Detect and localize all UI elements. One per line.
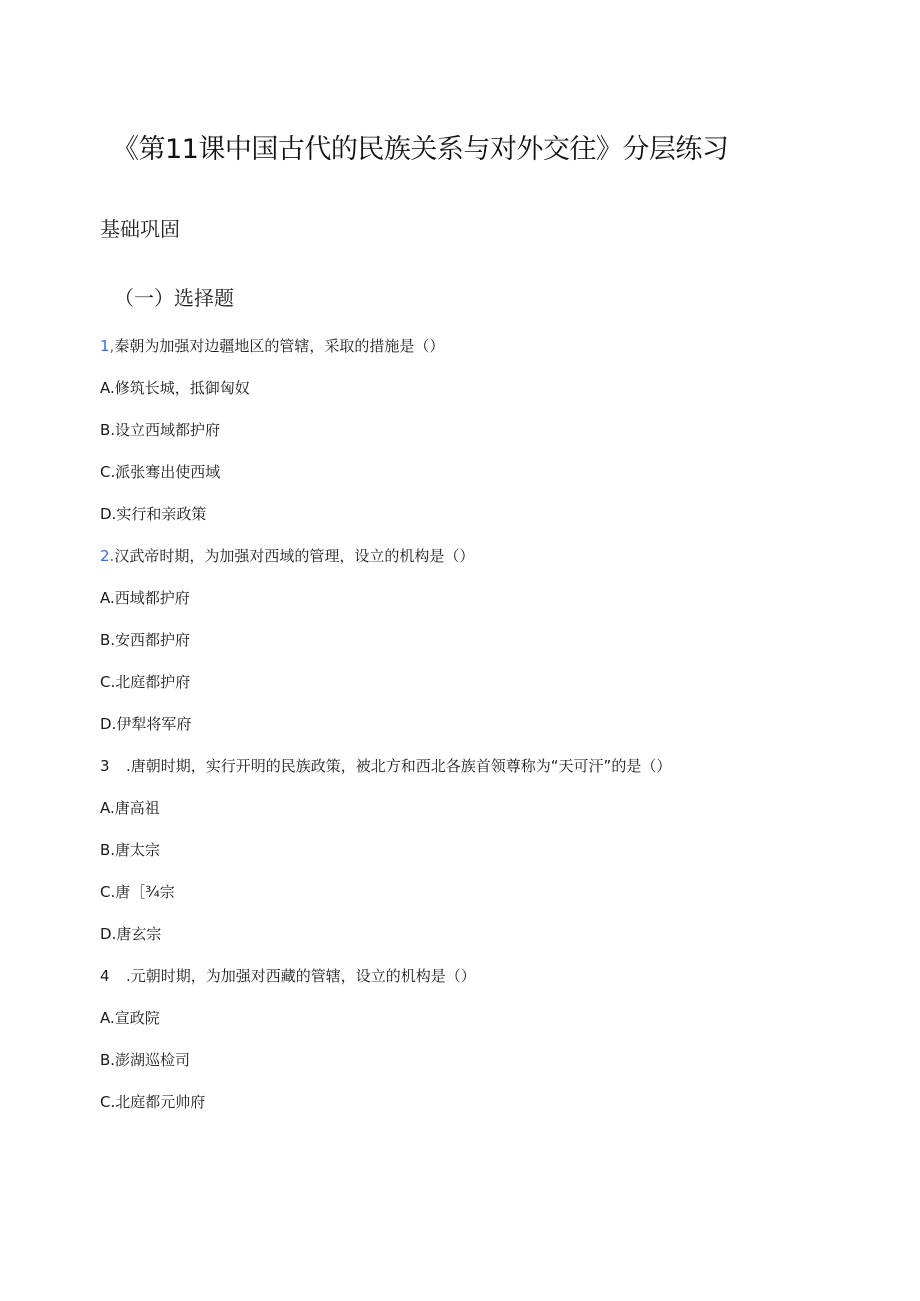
question-text: .元朝时期，为加强对西藏的管辖，设立的机构是（） bbox=[126, 967, 476, 985]
option-4a: A.宣政院 bbox=[100, 1009, 160, 1027]
option-1d: D.实行和亲政策 bbox=[100, 505, 207, 523]
option-4c: C.北庭都元帅府 bbox=[100, 1093, 206, 1111]
question-number: 3 bbox=[100, 757, 110, 775]
question-text: 汉武帝时期，为加强对西域的管理，设立的机构是（） bbox=[114, 547, 475, 565]
option-1a: A.修筑长城，抵御匈奴 bbox=[100, 379, 250, 397]
option-3d: D.唐玄宗 bbox=[100, 925, 162, 943]
option-1b: B.设立西域都护府 bbox=[100, 421, 221, 439]
option-2d: D.伊犁将军府 bbox=[100, 715, 192, 733]
option-2b: B.安西都护府 bbox=[100, 631, 191, 649]
question-number: 2. bbox=[100, 547, 115, 565]
question-4 bbox=[100, 966, 476, 986]
option-2c: C.北庭都护府 bbox=[100, 673, 191, 691]
question-number: 4 bbox=[100, 967, 110, 985]
section-heading: 基础巩固 bbox=[100, 217, 180, 241]
option-1c: C.派张骞出使西域 bbox=[100, 463, 221, 481]
question-2 bbox=[100, 546, 474, 566]
subsection-heading: （一）选择题 bbox=[114, 286, 234, 310]
question-text: 秦朝为加强对边疆地区的管辖，采取的措施是（） bbox=[114, 337, 445, 355]
option-4b: B.澎湖巡检司 bbox=[100, 1051, 191, 1069]
question-text: .唐朝时期，实行开明的民族政策，被北方和西北各族首领尊称为“天可汗”的是（） bbox=[126, 757, 672, 775]
option-3b: B.唐太宗 bbox=[100, 841, 161, 859]
document-title: 《第11课中国古代的民族关系与对外交往》分层练习 bbox=[112, 134, 729, 165]
option-3a: A.唐高祖 bbox=[100, 799, 160, 817]
option-2a: A.西域都护府 bbox=[100, 589, 190, 607]
question-3 bbox=[100, 756, 671, 776]
question-number: 1, bbox=[100, 337, 115, 355]
option-3c: C.唐［¾宗 bbox=[100, 883, 175, 901]
question-1 bbox=[100, 336, 444, 356]
